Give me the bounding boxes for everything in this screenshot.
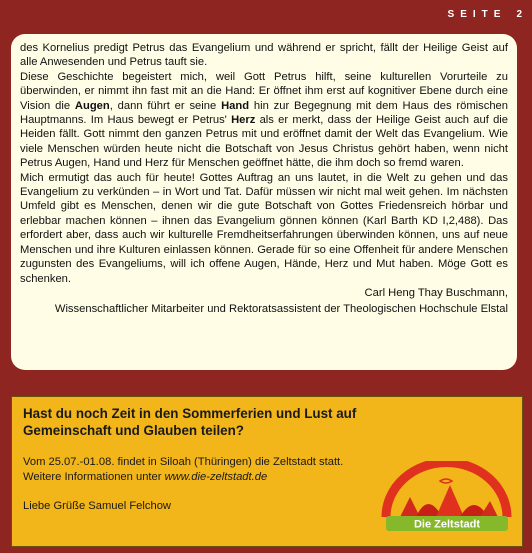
page-header bbox=[448, 9, 522, 20]
logo-tent-5 bbox=[480, 501, 498, 517]
page-label: SEITE bbox=[447, 9, 507, 20]
article-box bbox=[11, 34, 517, 370]
signature-role: Wissenschaftlicher Mitarbeiter und Rektoratsassistent der Theologischen Hochschule Elstal bbox=[54, 303, 508, 316]
website-link[interactable]: www.die-zeltstadt.de bbox=[164, 470, 268, 483]
logo-tent-3 bbox=[436, 485, 464, 517]
page-number: 2 bbox=[516, 9, 522, 20]
announcement-title: Hast du noch Zeit in den Sommerferien und Lust auf Gemeinschaft und Glauben teilen? bbox=[23, 406, 357, 438]
zeltstadt-logo bbox=[380, 461, 513, 533]
paragraph-2-text-a: Diese Geschichte begeistert mich, weil Gott Petrus hilft, seine kulturellen Vorurteile zu überwinden, er nimmt ihn fast mit an die Hand: Er öffnet ihm erst auf kognitiver Ebene durch eine Vision die bbox=[20, 70, 508, 112]
logo-fish-icon bbox=[440, 479, 452, 483]
logo-text: Die Zeltstadt bbox=[413, 518, 481, 531]
paragraph-2 bbox=[20, 70, 508, 171]
logo-tent-1 bbox=[400, 497, 420, 517]
keyword-augen: Augen bbox=[74, 99, 110, 112]
paragraph-2-text-c: hin zur Begegnung mit dem Haus des römischen Hauptmanns. Im Haus bewegt er Petrus' bbox=[20, 99, 508, 127]
keyword-herz: Herz bbox=[231, 114, 256, 127]
announcement-line-1: Vom 25.07.-01.08. findet in Siloah (Thüringen) die Zeltstadt statt. bbox=[23, 456, 344, 468]
paragraph-1: des Kornelius predigt Petrus das Evangelium und während er spricht, fällt der Heilige Geist auf alle Anwesenden und Petrus tauft sie. bbox=[20, 42, 508, 69]
greeting: Liebe Grüße Samuel Felchow bbox=[23, 500, 171, 512]
signature-name: Carl Heng Thay Buschmann, bbox=[364, 286, 508, 299]
keyword-hand: Hand bbox=[221, 99, 250, 112]
paragraph-3: Mich ermutigt das auch für heute! Gottes Auftrag an uns lautet, in die Welt zu gehen und das Evangelium zu verkünden – in Wort und Tat. Dafür müssen wir nicht mal weit gehen. Im nächsten Umfeld gibt es Menschen, denen wir die gute Botschaft von Gottes Friedensreich hörbar und erlebbar machen können – ihnen das Evangelium gönnen können (Karl Barth KD I,2,488). Das erfordert aber, dass auch wir kulturelle Fremdheitserfahrungen überwinden können, uns auf neue Menschen und ihre Kulturen einlassen können. Gerade für so eine Offenheit für andere Menschen zugunsten des Evangeliums, will ich offene Augen, Hände, Herz und Mut haben. Möge Gott es schenken. bbox=[20, 171, 508, 285]
announcement-line-2-prefix: Weitere Informationen unter bbox=[23, 470, 165, 483]
paragraph-2-text-d: als er merkt, dass der Heilige Geist auch auf die Heiden fällt. Gott nimmt den ganzen Petrus mit und eröffnet damit der Welt das Evangelium. Wie viele Menschen würden heute nicht die Botschaft von Jesus Christus gehört haben, wenn nicht Petrus Augen, Hand und Herz für Menschen geöffnet hätte, die ihm doch so fremd waren. bbox=[20, 114, 508, 170]
announcement-box bbox=[11, 396, 523, 547]
paragraph-2-text-b: , dann führt er seine bbox=[109, 99, 222, 112]
